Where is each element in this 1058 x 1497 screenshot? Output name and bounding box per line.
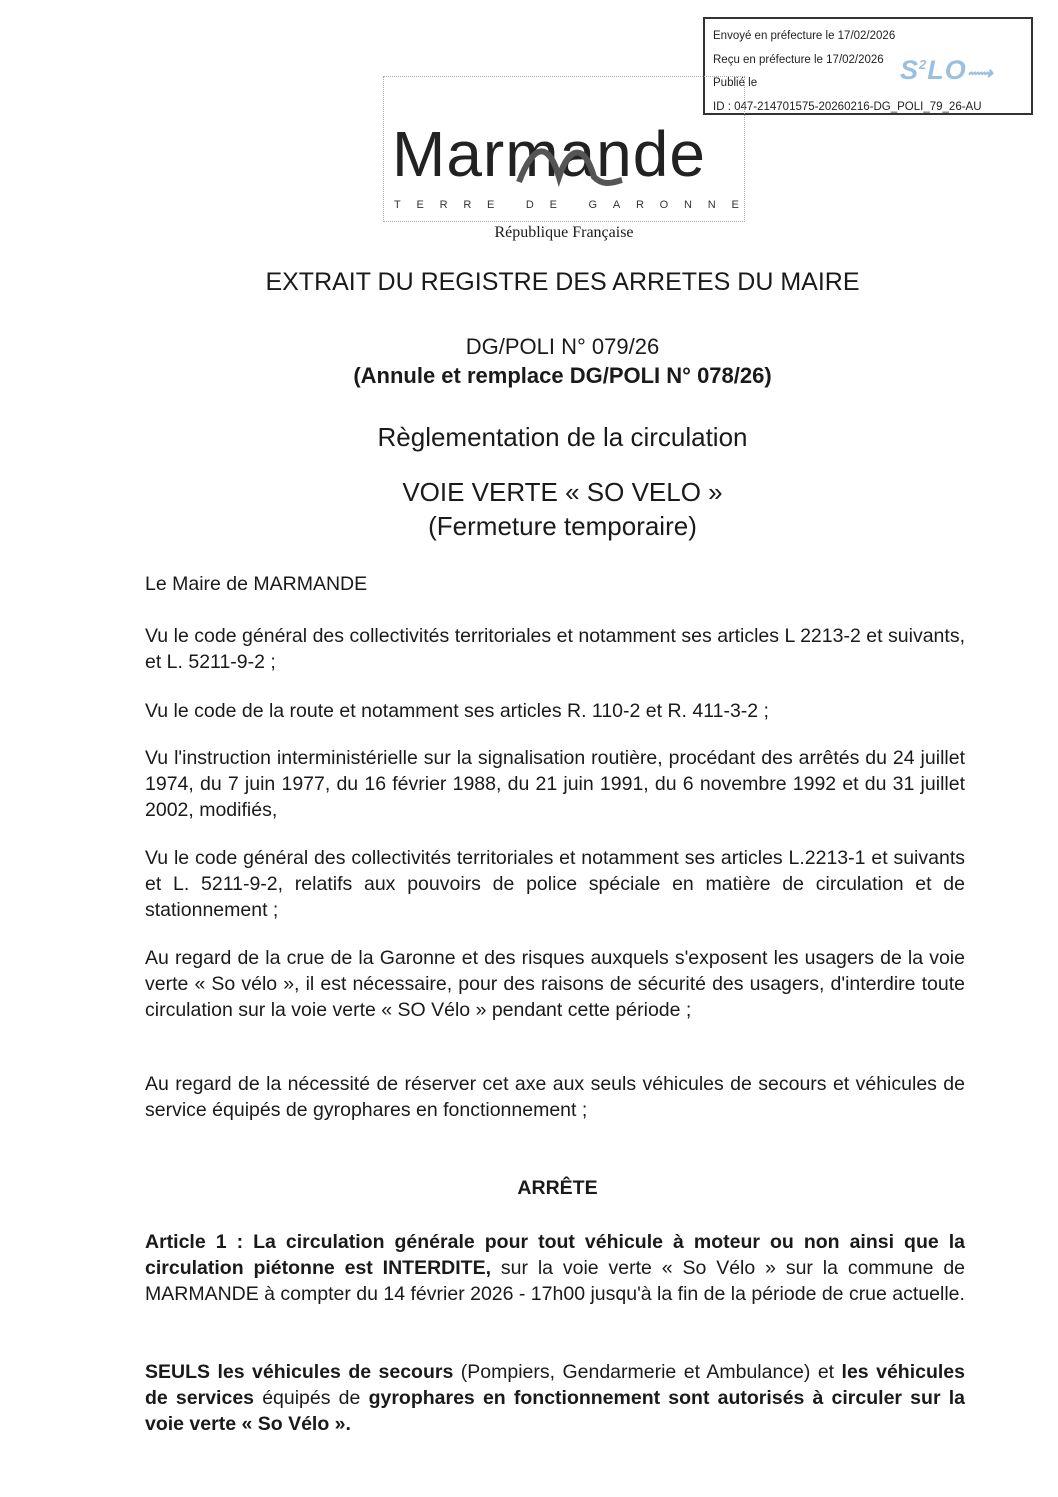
article-1-text: sur la voie verte « So Vélo » sur la commune de MARMANDE à compter du 14 février 2026 - 17h00 jusqu'à la fin de la période de crue actuelle. [145, 1257, 966, 1305]
tagline-letter: E [487, 199, 495, 211]
exception-bold: SEULS les véhicules de secours [145, 1361, 454, 1383]
stamp-published: Publié le [713, 77, 758, 89]
article-1-bold: Article 1 : La circulation générale pour tout véhicule à moteur ou non ainsi que la circulation piétonne est INTERDITE, [145, 1231, 965, 1279]
exception-text: (Pompiers, Gendarmerie et Ambulance) et [453, 1361, 842, 1383]
article-1 [145, 1229, 965, 1307]
paragraph: Vu le code général des collectivités territoriales et notamment ses articles L.2213-1 et suivants et L. 5211-9-2, relatifs aux pouvoirs de police spéciale en matière de circulation et de stationnement ; [145, 847, 965, 921]
tagline-letter: E [416, 199, 424, 211]
stamp-received: Reçu en préfecture le 17/02/2026 [713, 53, 884, 66]
tagline-letter: D [525, 199, 534, 211]
replaces-reference: (Annule et remplace DG/POLI N° 078/26) [353, 363, 772, 388]
tagline-letter: N [707, 199, 716, 211]
paragraph: Vu le code de la route et notamment ses articles R. 110-2 et R. 411-3-2 ; [145, 700, 769, 722]
tagline-letter: R [463, 199, 472, 211]
exception-bold: gyrophares en fonctionnement sont autorisés à circuler sur la voie verte « So Vélo ». [145, 1387, 965, 1435]
tagline-letter: E [549, 199, 557, 211]
tagline-letter: O [659, 199, 669, 211]
logo-tagline [394, 199, 739, 211]
stamp-sent: Envoyé en préfecture le 17/02/2026 [713, 30, 896, 42]
document-title: EXTRAIT DU REGISTRE DES ARRETES DU MAIRE [265, 268, 860, 296]
paragraph: Au regard de la nécessité de réserver cet axe aux seuls véhicules de secours et véhicules de service équipés de gyrophares en fonctionnement ; [145, 1073, 965, 1121]
logo-wordmark: Marmande [392, 118, 706, 190]
stamp-id: ID : 047-214701575-20260216-DG_POLI_79_26-AU [713, 100, 982, 113]
paragraph: Au regard de la crue de la Garonne et des risques auxquels s'exposent les usagers de la voie verte « So vélo », il est nécessaire, pour des raisons de sécurité des usagers, d'interdire toute circulation sur la voie verte « SO Vélo » pendant cette période ; [145, 947, 965, 1021]
decree-subject: Règlementation de la circulation [377, 422, 748, 452]
prefecture-stamp [703, 17, 1033, 115]
tagline-letter: N [684, 199, 692, 211]
exception-paragraph [145, 1359, 965, 1437]
tagline-letter: E [731, 199, 739, 211]
paragraph: Vu l'instruction interministérielle sur la signalisation routière, procédant des arrêtés du 24 juillet 1974, du 7 juin 1977, du 16 février 1988, du 21 juin 1991, du 6 novembre 1992 et du 31 juillet 2002, modifiés, [145, 747, 965, 821]
marmande-logo [383, 76, 745, 222]
tagline-letter: R [635, 199, 644, 211]
tagline-letter: A [612, 199, 621, 211]
tagline-letter: R [439, 199, 448, 211]
decree-reference: DG/POLI N° 079/26 [465, 334, 660, 359]
exception-text: équipés de [254, 1387, 369, 1409]
arrete-heading: ARRÊTE [517, 1177, 598, 1199]
paragraph: Vu le code général des collectivités territoriales et notamment ses articles L 2213-2 et suivants, et L. 5211-9-2 ; [145, 625, 965, 673]
exception-bold: les véhicules de services [145, 1361, 965, 1409]
decree-nature: (Fermeture temporaire) [428, 511, 697, 541]
s2lo-logo: $S^2LO⟿$ [900, 55, 994, 85]
decree-location: VOIE VERTE « SO VELO » [402, 477, 723, 507]
republic-label: République Française [494, 224, 634, 241]
tagline-letter: T [394, 199, 401, 211]
wave-icon [514, 132, 624, 192]
tagline-letter: G [588, 199, 598, 211]
paragraph: Le Maire de MARMANDE [145, 573, 368, 595]
